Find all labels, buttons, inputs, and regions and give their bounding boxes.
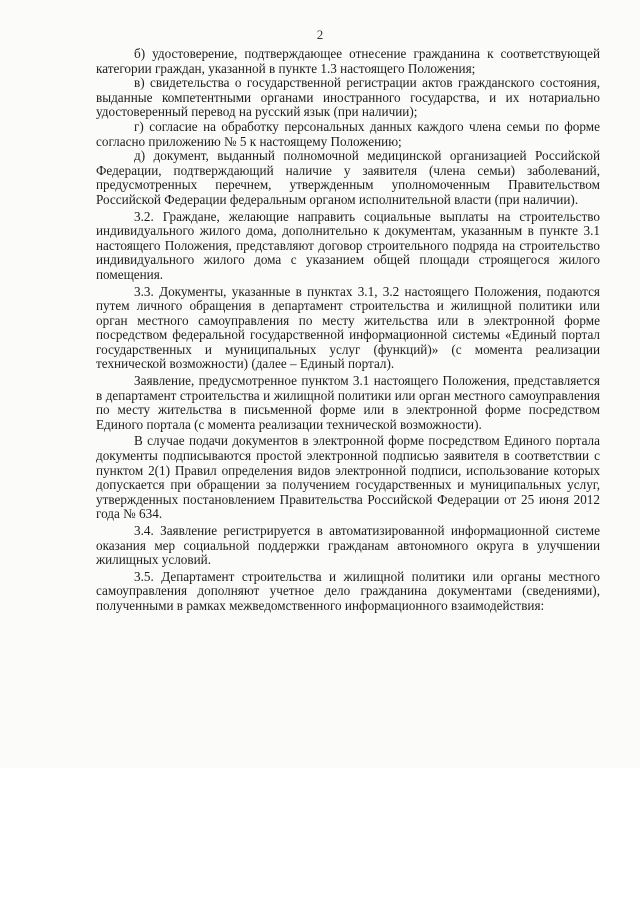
page-number: 2 (316, 27, 324, 42)
paragraph-3-3: 3.3. Документы, указанные в пунктах 3.1, 3.2 настоящего Положения, подаются путем личного обращения в департамент строительства и жилищной политики или орган местного самоуправления по месту жительства или в электронной форме посредством федеральной государственной информационной системы «Единый портал государственных и муниципальных услуг (функций)» (с момента реализации технической возможности) (далее – Единый портал). (96, 283, 600, 372)
paragraph-b: б) удостоверение, подтверждающее отнесение гражданина к соответствующей категории граждан, указанной в пункте 1.3 настоящего Положения; (96, 46, 600, 76)
paragraph-v: в) свидетельства о государственной регистрации актов гражданского состояния, выданные компетентными органами иностранного государства, и их нотариально удостоверенный перевод на русский язык (при наличии); (96, 75, 600, 120)
paragraph-application: Заявление, предусмотренное пунктом 3.1 настоящего Положения, представляется в департамент строительства и жилищной политики или орган местного самоуправления по месту жительства в письменной форме или в электронной форме посредством Единого портала (с момента реализации технической возможности). (96, 373, 600, 432)
document-body (96, 47, 600, 614)
paragraph-3-5: 3.5. Департамент строительства и жилищной политики или органы местного самоуправления дополняют учетное дело гражданина документами (сведениями), полученными в рамках межведомственного информационного взаимодействия: (96, 568, 600, 613)
paragraph-d: д) документ, выданный полномочной медицинской организацией Российской Федерации, подтверждающий наличие у заявителя (члена семьи) заболеваний, предусмотренных перечнем, утвержденным уполномоченным Правительством Российской Федерации федеральным органом исполнительной власти (при наличии). (96, 148, 600, 207)
paragraph-3-2: 3.2. Граждане, желающие направить социальные выплаты на строительство индивидуального жилого дома, дополнительно к документам, указанным в пункте 3.1 настоящего Положения, представляют договор строительного подряда на строительство индивидуального жилого дома с указанием общей площади строящегося жилого помещения. (96, 208, 600, 282)
paragraph-electronic-signature: В случае подачи документов в электронной форме посредством Единого портала документы подписываются простой электронной подписью заявителя в соответствии с пунктом 2(1) Правил определения видов электронной подписи, использование которых допускается при обращении за получением государственных и муниципальных услуг, утвержденных постановлением Правительства Российской Федерации от 25 июня 2012 года № 634. (96, 433, 600, 522)
paragraph-3-4: 3.4. Заявление регистрируется в автоматизированной информационной системе оказания мер социальной поддержки гражданам автономного округа в улучшении жилищных условий. (96, 523, 600, 568)
paragraph-g: г) согласие на обработку персональных данных каждого члена семьи по форме согласно приложению № 5 к настоящему Положению; (96, 118, 600, 149)
